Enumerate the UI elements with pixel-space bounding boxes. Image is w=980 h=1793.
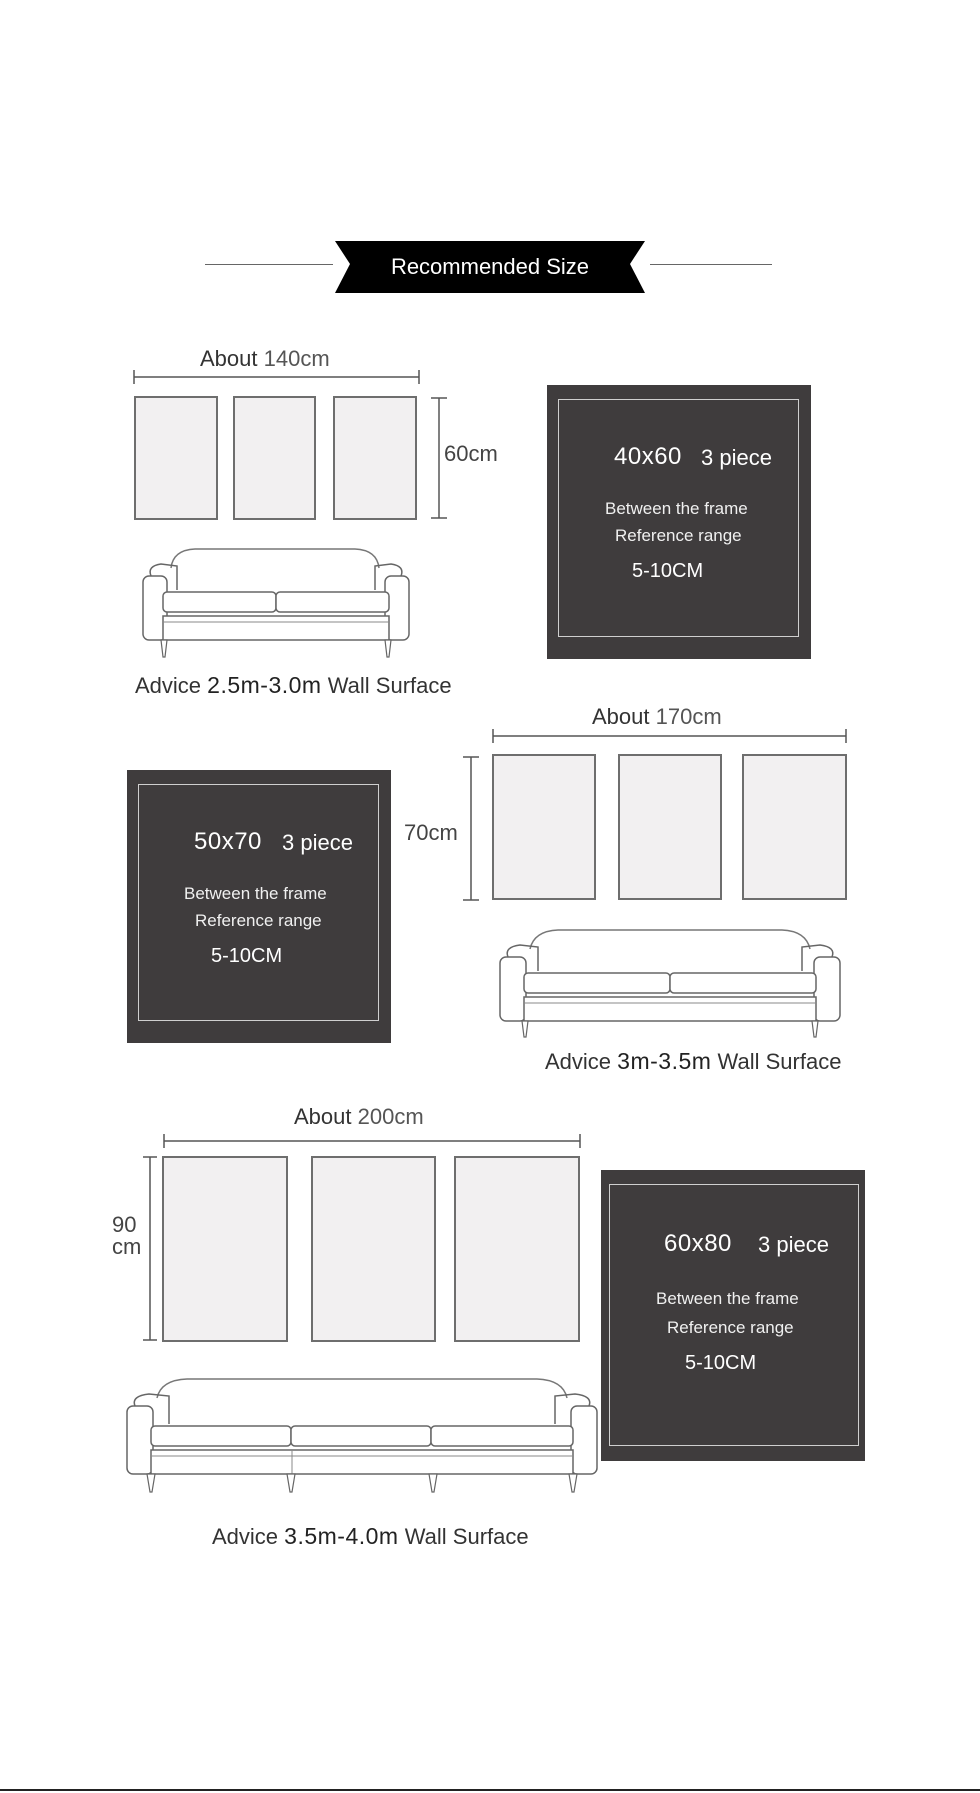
- card-between-frame: Between the frame: [656, 1289, 799, 1308]
- card-frame: [609, 1184, 859, 1446]
- advice-range: 2.5m-3.0m: [207, 672, 322, 698]
- card-range: 5-10CM: [685, 1352, 757, 1374]
- advice-text: [212, 1523, 529, 1550]
- card-pieces: 3 piece: [282, 830, 353, 855]
- width-label-value: 140cm: [263, 346, 330, 371]
- advice-suffix: Wall Surface: [404, 1524, 529, 1549]
- advice-prefix: Advice: [135, 673, 202, 698]
- card-pieces: 3 piece: [701, 445, 772, 470]
- advice-suffix: Wall Surface: [717, 1049, 842, 1074]
- height-label: 70cm: [404, 820, 458, 845]
- width-label-prefix: About: [200, 346, 258, 371]
- card-size: 60x80: [664, 1230, 732, 1257]
- advice-prefix: Advice: [212, 1524, 279, 1549]
- card-range: 5-10CM: [211, 945, 283, 967]
- card-range: 5-10CM: [632, 560, 704, 582]
- width-label-prefix: About: [592, 704, 650, 729]
- card-reference-range: Reference range: [615, 526, 742, 545]
- advice-range: 3.5m-4.0m: [284, 1523, 399, 1549]
- height-label: [112, 1214, 141, 1258]
- advice-range: 3m-3.5m: [617, 1048, 712, 1074]
- advice-prefix: Advice: [545, 1049, 612, 1074]
- card-size: 40x60: [614, 443, 682, 470]
- sofa-icon: [127, 1376, 597, 1494]
- bottom-border: [0, 1789, 980, 1791]
- card-pieces: 3 piece: [758, 1232, 829, 1257]
- height-label: 60cm: [444, 441, 498, 466]
- height-label-unit: cm: [112, 1234, 142, 1259]
- card-reference-range: Reference range: [195, 911, 322, 930]
- advice-suffix: Wall Surface: [327, 673, 452, 698]
- card-size: 50x70: [194, 828, 262, 855]
- height-label-number: 90: [112, 1212, 137, 1237]
- card-reference-range: Reference range: [667, 1318, 794, 1337]
- banner-title: Recommended Size: [390, 254, 590, 279]
- width-label-value: 200cm: [357, 1104, 424, 1129]
- width-label-prefix: About: [294, 1104, 352, 1129]
- card-between-frame: Between the frame: [605, 499, 748, 518]
- card-between-frame: Between the frame: [184, 884, 327, 903]
- width-label-value: 170cm: [655, 704, 722, 729]
- size-info-card: [601, 1170, 865, 1461]
